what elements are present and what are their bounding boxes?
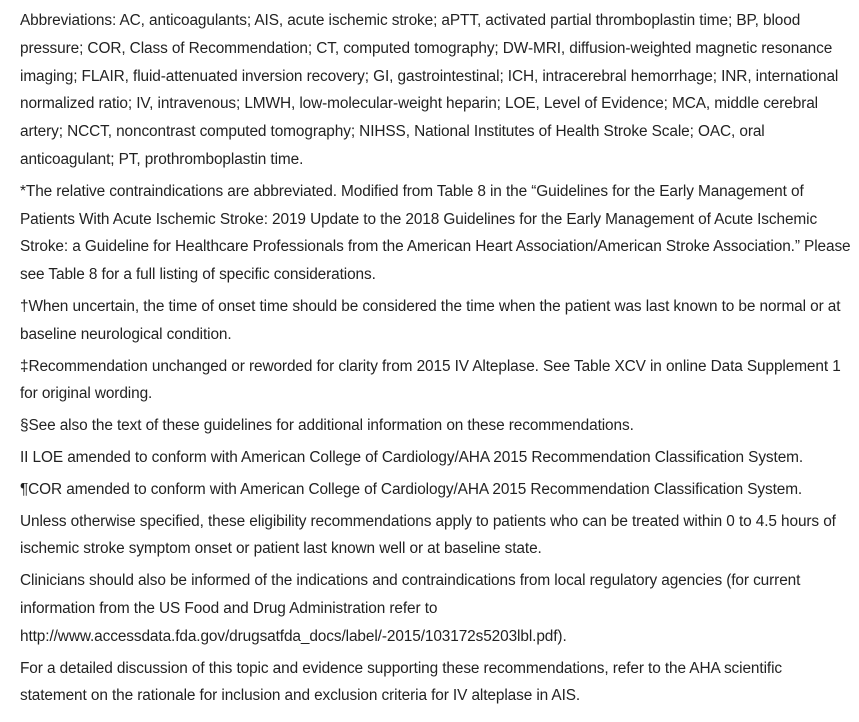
footnote-discussion: For a detailed discussion of this topic and evidence supporting these recommendations, refer to the AHA scientific statement on the rationale for inclusion and exclusion criteria for IV alteplase in AIS. — [20, 659, 782, 705]
footnote-abbreviations: Abbreviations: AC, anticoagulants; AIS, acute ischemic stroke; aPTT, activated partial thromboplastin time; BP, blood pressure; COR, Class of Recommendation; CT, computed tomography; DW-MRI, diffusion-weighted magnetic resonance imaging; FLAIR, fluid-attenuated inversion recovery; GI, gastrointestinal; ICH, intracerebral hemorrhage; INR, international normalized ratio; IV, intravenous; LMWH, low-molecular-weight heparin; LOE, Level of Evidence; MCA, middle cerebral artery; NCCT, noncontrast computed tomography; NIHSS, National Institutes of Health Stroke Scale; OAC, oral anticoagulant; PT, prothromboplastin time. — [20, 12, 839, 168]
footnote-regulatory: Clinicians should also be informed of the indications and contraindications from local regulatory agencies (for current information from the US Food and Drug Administration refer to http://www.accessdata.fda.gov/drugsatfda_docs/label/-2015/103172s5203lbl.pdf). — [20, 572, 801, 645]
footnote-eligibility: Unless otherwise specified, these eligibility recommendations apply to patients who can be treated within 0 to 4.5 hours of ischemic stroke symptom onset or patient last known well or at baseline state. — [20, 512, 836, 558]
footnote-pilcrow: ¶COR amended to conform with American College of Cardiology/AHA 2015 Recommendation Classification System. — [20, 480, 803, 498]
footnote-double-dagger: ‡Recommendation unchanged or reworded for clarity from 2015 IV Alteplase. See Table XCV in online Data Supplement 1 for original wording. — [20, 357, 841, 403]
footnote-section: §See also the text of these guidelines for additional information on these recommendations. — [20, 417, 634, 435]
footnote-asterisk: *The relative contraindications are abbreviated. Modified from Table 8 in the “Guidelines for the Early Management of Patients With Acute Ischemic Stroke: 2019 Update to the 2018 Guidelines for the Early Management of Acute Ischemic Stroke: a Guideline for Healthcare Professionals from the American Heart Association/American Stroke Association.” Please see Table 8 for a full listing of specific considerations. — [20, 182, 851, 284]
footnote-dagger: †When uncertain, the time of onset time should be considered the time when the patient was last known to be normal or at baseline neurological condition. — [20, 297, 841, 343]
footnote-parallel: II LOE amended to conform with American College of Cardiology/AHA 2015 Recommendation Classification System. — [20, 448, 804, 466]
